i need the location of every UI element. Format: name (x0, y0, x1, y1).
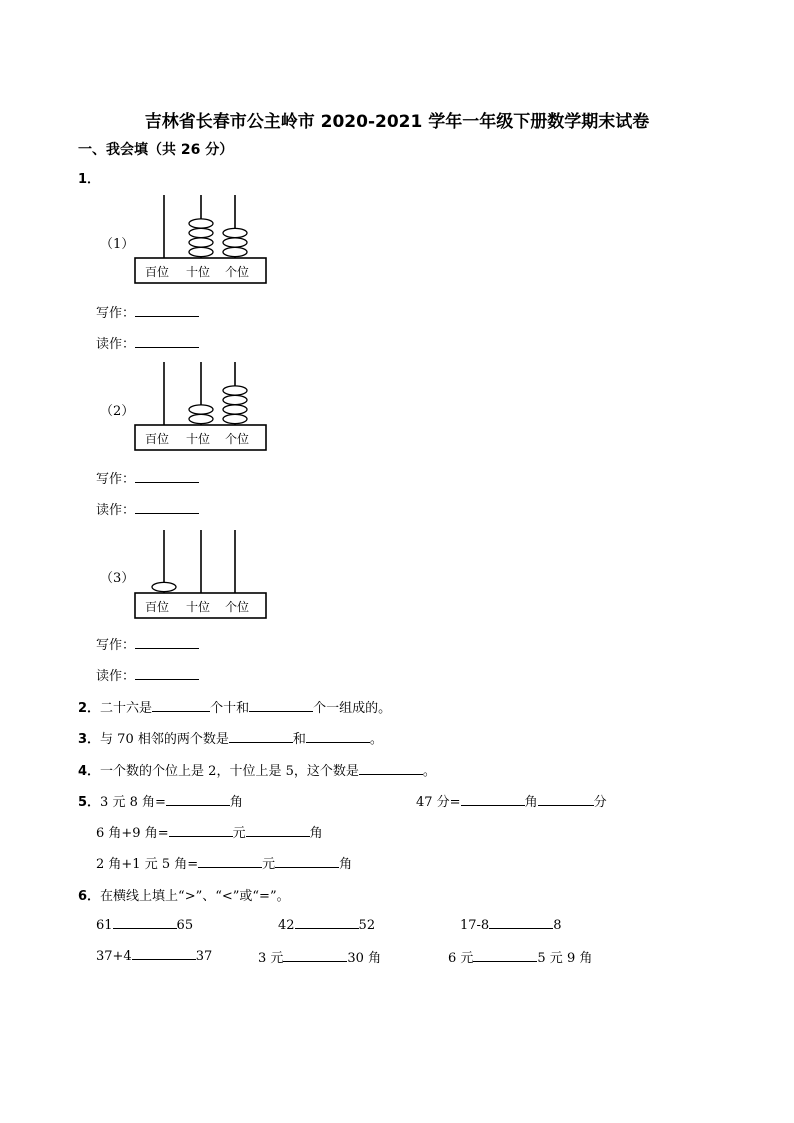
place-label-hundreds: 百位 (145, 265, 170, 279)
abacus-bead (189, 228, 213, 237)
abacus-3 (134, 528, 268, 620)
question-4: 4．一个数的个位上是 2，十位上是 5，这个数是 。 (78, 764, 436, 779)
answer-blank[interactable] (473, 949, 537, 962)
abacus-bead (189, 414, 213, 423)
abacus-2 (134, 360, 268, 452)
read-line-2: 读作： (96, 499, 199, 518)
question-3: 3．与 70 相邻的两个数是 和 。 (78, 732, 383, 747)
answer-blank[interactable] (249, 699, 313, 712)
place-label-tens: 十位 (186, 432, 211, 446)
abacus-bead (189, 219, 213, 228)
place-label-hundreds: 百位 (145, 600, 170, 614)
answer-blank[interactable] (461, 793, 525, 806)
answer-blank[interactable] (166, 793, 230, 806)
abacus-bead (189, 247, 213, 256)
question-5-row-2: 6 角+9 角= 元 角 (96, 826, 323, 841)
answer-blank[interactable] (135, 636, 199, 649)
compare-item: 6 元 5 元 9 角 (448, 951, 593, 966)
answer-blank[interactable] (135, 470, 199, 483)
answer-blank[interactable] (295, 916, 359, 929)
abacus-bead (223, 228, 247, 237)
section-heading: 一、我会填（共 26 分） (78, 142, 234, 158)
sub-question-label: （1） (100, 237, 135, 252)
answer-blank[interactable] (135, 335, 199, 348)
answer-blank[interactable] (169, 824, 233, 837)
compare-item: 42 52 (278, 918, 376, 933)
page-title: 吉林省长春市公主岭市 2020-2021 学年一年级下册数学期末试卷 (144, 112, 650, 132)
answer-blank[interactable] (135, 501, 199, 514)
compare-item: 61 65 (96, 918, 194, 933)
compare-item: 37+4 37 (96, 949, 213, 964)
answer-blank[interactable] (113, 916, 177, 929)
question-5-row-3: 2 角+1 元 5 角= 元 角 (96, 857, 353, 872)
place-label-tens: 十位 (186, 600, 211, 614)
place-label-tens: 十位 (186, 265, 211, 279)
write-line-2: 写作： (96, 468, 199, 487)
abacus-bead (189, 405, 213, 414)
answer-blank[interactable] (283, 949, 347, 962)
sub-question-label: （2） (100, 404, 135, 419)
abacus-1 (134, 193, 268, 285)
abacus-bead (223, 414, 247, 423)
answer-blank[interactable] (132, 947, 196, 960)
place-label-ones: 个位 (225, 600, 250, 614)
answer-blank[interactable] (538, 793, 594, 806)
abacus-bead (223, 395, 247, 404)
question-2: 2．二十六是 个十和 个一组成的。 (78, 701, 392, 716)
question-5-row-1b: 47 分= 角 分 (416, 795, 607, 810)
question-6: 6．在横线上填上“>”、“<”或“=”。 (78, 889, 290, 904)
abacus-bead (223, 247, 247, 256)
write-line-3: 写作： (96, 634, 199, 653)
answer-blank[interactable] (229, 730, 293, 743)
compare-item: 3 元 30 角 (258, 951, 382, 966)
answer-blank[interactable] (198, 855, 262, 868)
answer-blank[interactable] (135, 667, 199, 680)
write-line-1: 写作： (96, 302, 199, 321)
answer-blank[interactable] (152, 699, 210, 712)
abacus-bead (223, 405, 247, 414)
abacus-bead (223, 238, 247, 247)
abacus-bead (223, 386, 247, 395)
abacus-bead (152, 582, 176, 591)
sub-question-label: （3） (100, 571, 135, 586)
answer-blank[interactable] (275, 855, 339, 868)
place-label-hundreds: 百位 (145, 432, 170, 446)
answer-blank[interactable] (306, 730, 370, 743)
answer-blank[interactable] (135, 304, 199, 317)
answer-blank[interactable] (359, 762, 423, 775)
place-label-ones: 个位 (225, 265, 250, 279)
compare-item: 17-8 8 (460, 918, 562, 933)
question-5-row-1: 5．3 元 8 角= 角 (78, 795, 243, 810)
answer-blank[interactable] (246, 824, 310, 837)
answer-blank[interactable] (489, 916, 553, 929)
read-line-1: 读作： (96, 333, 199, 352)
place-label-ones: 个位 (225, 432, 250, 446)
abacus-bead (189, 238, 213, 247)
question-number: 1． (78, 172, 101, 187)
read-line-3: 读作： (96, 665, 199, 684)
